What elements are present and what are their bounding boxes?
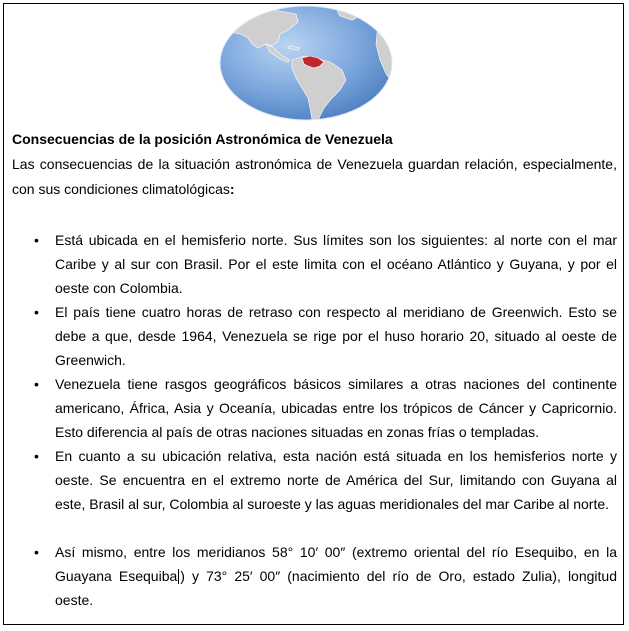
list-item[interactable] [32, 540, 617, 612]
bullet-icon: • [34, 232, 39, 248]
list-item [32, 444, 617, 516]
bullet-list [32, 228, 617, 612]
intro-text: Las consecuencias de la situación astronómica de Venezuela guardan relación, especialmente, con sus condiciones climatológicas [12, 156, 617, 197]
bullet-icon: • [34, 544, 39, 560]
bullet-text: Así mismo, entre los meridianos 58° 10′ 00″ (extremo oriental del río Esequibo, en la Guayana Esequiba [55, 544, 617, 584]
list-item [32, 228, 617, 300]
bullet-text: Venezuela tiene rasgos geográficos básicos similares a otras naciones del continente americano, África, Asia y Oceanía, ubicadas entre los trópicos de Cáncer y Capricornio. Esto diferencia al país de otras naciones situadas en zonas frías o templadas. [55, 376, 617, 440]
bullet-text: En cuanto a su ubicación relativa, esta nación está situada en los hemisferios norte y oeste. Se encuentra en el extremo norte de América del Sur, limitando con Guyana al este, Brasil al sur, Colombia al suroeste y las aguas meridionales del mar Caribe al norte. [55, 448, 617, 512]
list-item [32, 372, 617, 444]
bullet-icon: • [34, 376, 39, 392]
bullet-text: Está ubicada en el hemisferio norte. Sus límites son los siguientes: al norte con el mar Caribe y al sur con Brasil. Por el este limita con el océano Atlántico y Guyana, y por el oeste con Colombia. [55, 232, 617, 296]
bullet-text: El país tiene cuatro horas de retraso con respecto al meridiano de Greenwich. Esto se debe a que, desde 1964, Venezuela se rige por el huso horario 20, situado al oeste de Greenwich. [55, 304, 617, 368]
intro-paragraph [12, 152, 617, 202]
document-title: Consecuencias de la posición Astronómica de Venezuela [12, 131, 393, 147]
globe-map-image [218, 4, 394, 122]
intro-colon: : [229, 181, 235, 197]
bullet-icon: • [34, 448, 39, 464]
list-item [32, 300, 617, 372]
bullet-text: ) y 73° 25′ 00″ (nacimiento del río de Oro, estado Zulia), longitud oeste. [55, 568, 617, 608]
globe-icon [218, 4, 394, 122]
bullet-icon: • [34, 304, 39, 320]
